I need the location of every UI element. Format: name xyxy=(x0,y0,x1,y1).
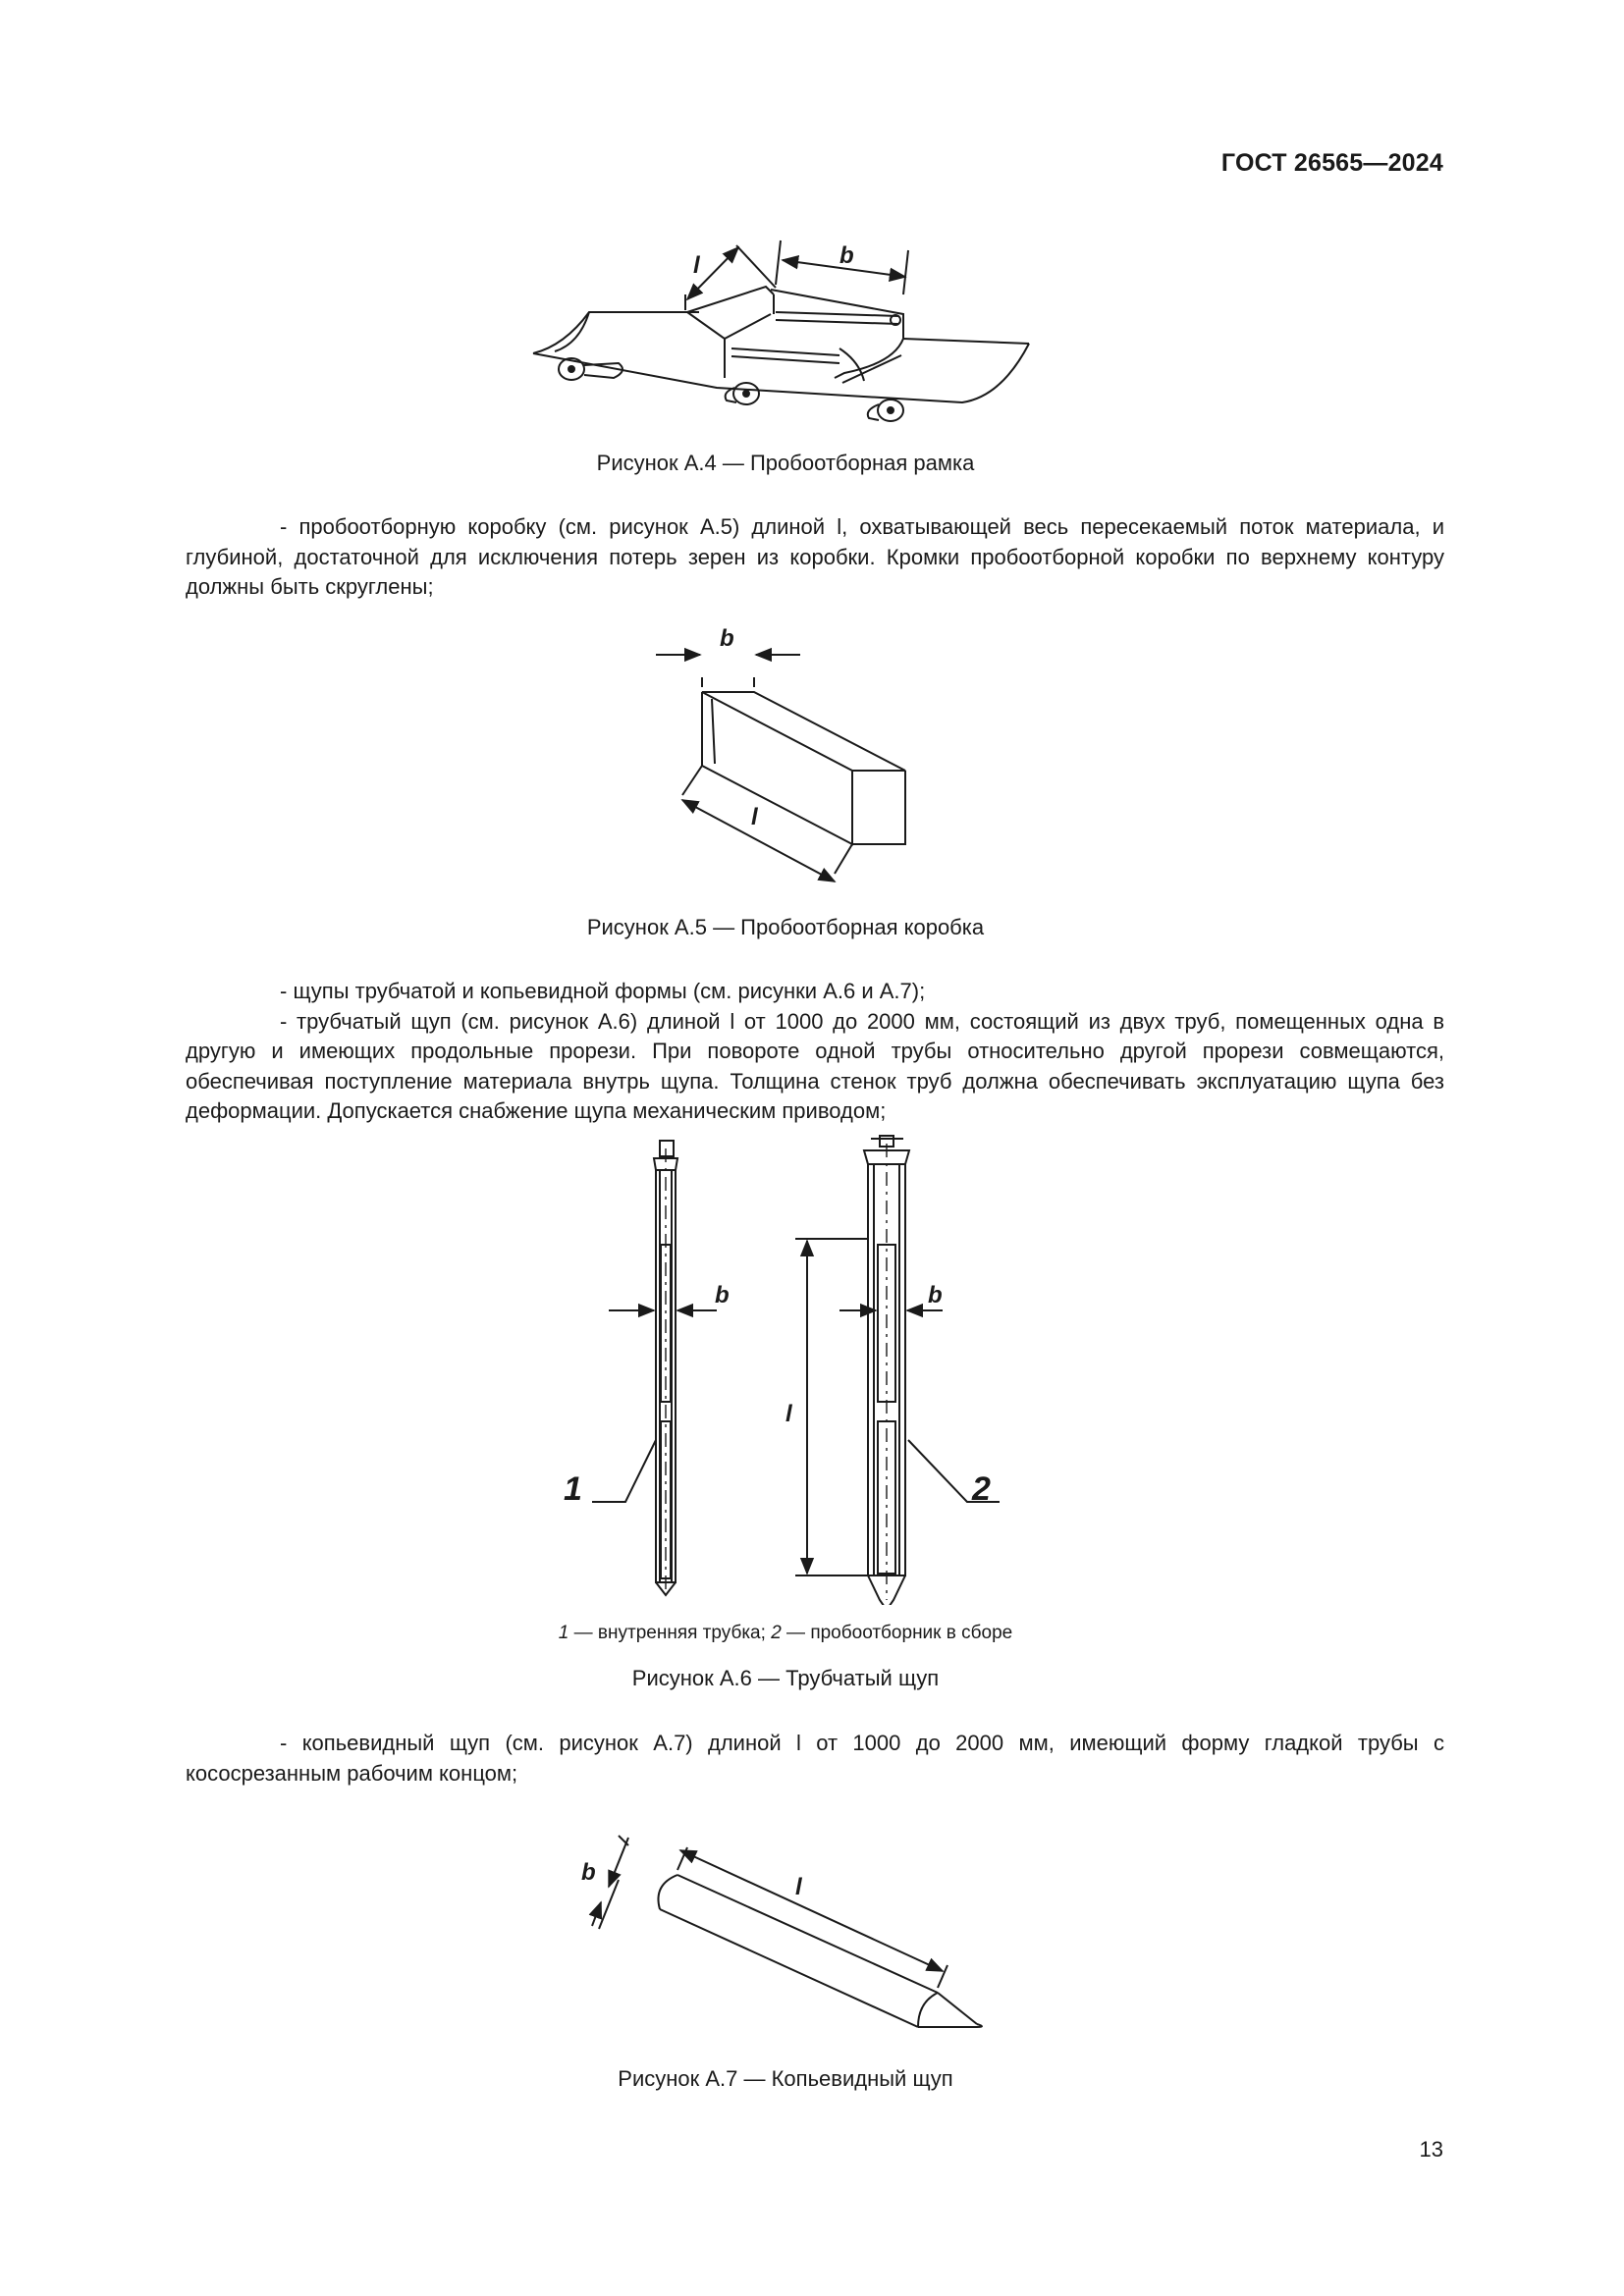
fig-a5-label-b: b xyxy=(720,625,734,652)
fig-a6-label-1: 1 xyxy=(564,1470,582,1508)
figure-a5-caption: Рисунок А.5 — Пробоотборная коробка xyxy=(586,915,985,939)
paragraph-sampling-box xyxy=(186,512,1444,603)
legend-text-1: — внутренняя трубка; xyxy=(568,1623,772,1643)
figure-a7-spear-probe xyxy=(574,1821,997,2052)
figure-a6-caption: Рисунок А.6 — Трубчатый щуп xyxy=(631,1666,940,1690)
legend-number-2: 2 xyxy=(771,1623,782,1643)
paragraph-text: - пробоотборную коробку (см. рисунок А.5) длиной l, охватывающей весь пересекаемый поток материала, и глубиной, достаточной для исключения потерь зерен из коробки. Кромки пробоотборной коробки по верхнему контуру должны быть скруглены; xyxy=(186,514,1444,599)
fig-a5-label-l: l xyxy=(751,804,758,830)
paragraph-probe-types xyxy=(186,977,1444,1127)
fig-a6-label-2: 2 xyxy=(972,1470,991,1508)
fig-a4-label-b: b xyxy=(839,242,854,269)
paragraph-text: - копьевидный щуп (см. рисунок А.7) длиной l от 1000 до 2000 мм, имеющий форму гладкой трубы с кососрезанным рабочим концом; xyxy=(186,1731,1444,1786)
fig-a6-label-b-left: b xyxy=(715,1282,730,1308)
page-number: 13 xyxy=(1419,2137,1443,2162)
fig-a7-label-b: b xyxy=(581,1859,596,1886)
standard-code: ГОСТ 26565—2024 xyxy=(1220,149,1443,177)
paragraph-text: - трубчатый щуп (см. рисунок А.6) длиной l от 1000 до 2000 мм, состоящий из двух труб, помещенных одна в другую и имеющих продольные прорези. При повороте одной трубы относительно другой прорези совмещаются, обеспечивая поступление материала внутрь щупа. Толщина стенок труб должна обеспечивать эксплуатацию щупа без деформации. Допускается снабжение щупа механическим приводом; xyxy=(186,1008,1444,1123)
fig-a4-label-l: l xyxy=(693,252,700,279)
figure-a4-caption: Рисунок А.4 — Пробоотборная рамка xyxy=(596,451,975,475)
figure-a5-sampling-box xyxy=(638,614,923,898)
fig-a7-label-l: l xyxy=(795,1874,802,1900)
figure-a7-caption: Рисунок А.7 — Копьевидный щуп xyxy=(618,2066,953,2091)
figure-a6-legend xyxy=(0,1623,1571,1644)
paragraph-spear-probe xyxy=(186,1729,1444,1789)
legend-number-1: 1 xyxy=(558,1623,569,1643)
fig-a6-label-b-right: b xyxy=(928,1282,943,1308)
legend-text-2: — пробоотборник в сборе xyxy=(781,1623,1013,1643)
figure-a6-tubular-probe xyxy=(550,1134,1021,1605)
paragraph-text: - щупы трубчатой и копьевидной формы (см. рисунки А.6 и А.7); xyxy=(280,979,926,1003)
figure-a4-sampling-frame xyxy=(520,221,1051,427)
fig-a6-label-l: l xyxy=(785,1401,792,1427)
